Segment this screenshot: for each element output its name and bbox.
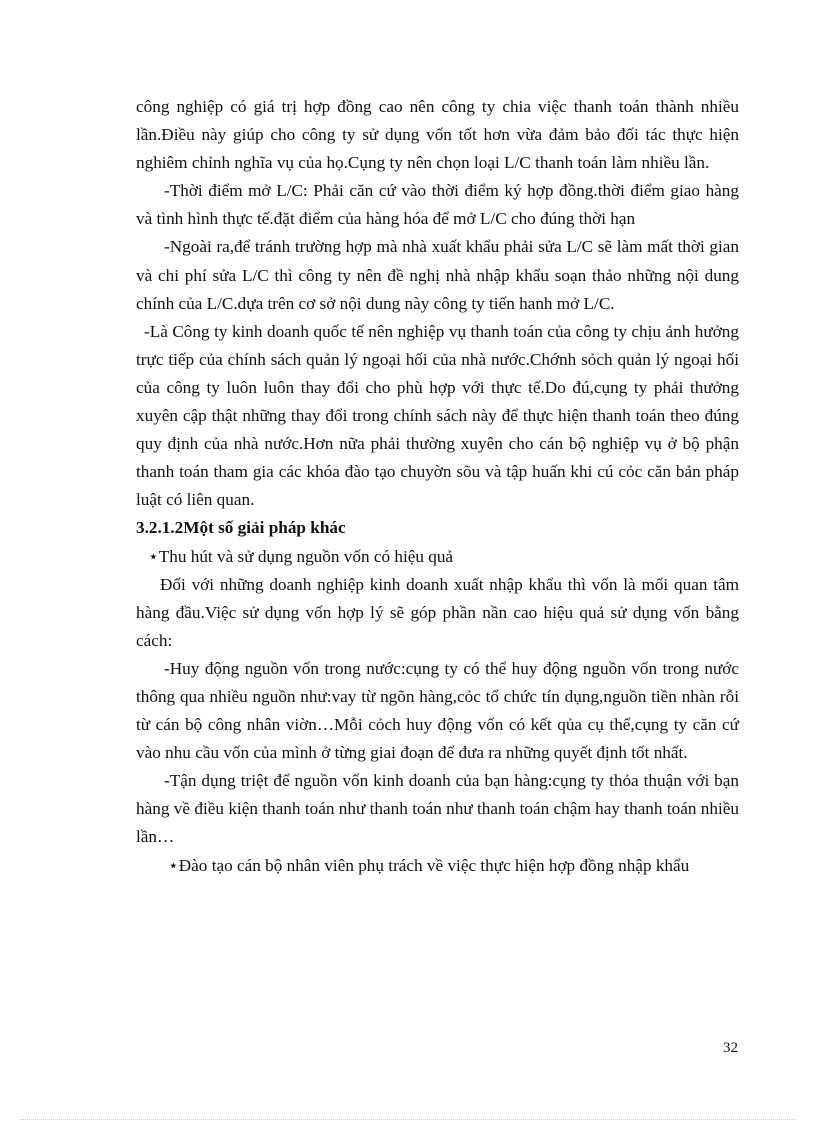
body-text (136, 93, 739, 880)
paragraph-payment-installments: công nghiệp có giá trị hợp đồng cao nên công ty chia việc thanh toán thành nhiều lần.Điều này giúp cho công ty sử dụng vốn tốt hơn vừa đảm bảo đối tác thực hiện nghiêm chỉnh nghĩa vụ của họ.Cụng ty nên chọn loại L/C thanh toán làm nhiều lần. (136, 97, 739, 173)
paragraph-lc-amendment: -Ngoài ra,để tránh trường hợp mà nhà xuất khẩu phải sửa L/C sẽ làm mất thời gian và chi phí sửa L/C thì công ty nên đề nghị nhà nhập khẩu soạn thảo những nội dung chính của L/C.dựa trên cơ sở nội dung này công ty tiến hanh mở L/C. (136, 237, 739, 313)
paragraph-lc-opening-time: -Thời điểm mở L/C: Phải căn cứ vào thời điểm ký hợp đồng.thời điểm giao hàng và tình hình thực tế.đặt điểm của hàng hóa để mở L/C cho đúng thời hạn (136, 181, 739, 229)
subheading-capital: ⋆Thu hút và sử dụng nguồn vốn có hiệu quả (148, 546, 454, 566)
paragraph-partner-capital: -Tận dụng triệt để nguồn vốn kinh doanh của bạn hàng:cụng ty thỏa thuận với bạn hàng về điều kiện thanh toán như thanh toán như thanh toán chậm hay thanh toán nhiều lần… (136, 771, 739, 847)
paragraph-capital-use: Đối với những doanh nghiệp kinh doanh xuất nhập khẩu thì vốn là mối quan tâm hàng đầu.Việc sử dụng vốn hợp lý sẽ góp phần nần cao hiệu quả sử dụng vốn bằng cách: (136, 574, 739, 650)
page-bottom-divider (20, 1119, 796, 1120)
page-number: 32 (723, 1040, 738, 1056)
paragraph-foreign-exchange-policy: -Là Công ty kinh doanh quốc tế nên nghiệp vụ thanh toán của công ty chịu ảnh hưởng trực tiếp của chính sách quản lý ngoại hối của nhà nước.Chớnh sỏch quản lý ngoại hối của công ty luôn luôn thay đổi cho phù hợp với thực tế.Do đú,cụng ty phải thưởng xuyên cập thật những thay đổi trong chính sách này để thực hiện thanh toán theo đúng quy định của nhà nước.Hơn nữa phải thường xuyên cho cán bộ nghiệp vụ ở bộ phận thanh toán tham gia các khóa đào tạo chuyờn sõu và tập huấn khi cú cỏc căn bản pháp luật có liên quan. (136, 321, 739, 510)
paragraph-domestic-capital: -Huy động nguồn vốn trong nước:cụng ty có thể huy động nguồn vốn trong nước thông qua nhiều nguồn như:vay từ ngõn hàng,cỏc tổ chức tín dụng,nguồn tiền nhàn rỗi từ cán bộ công nhân viờn…Mỗi cỏch huy động vốn có kết qủa cụ thể,cụng ty căn cứ vào nhu cầu vốn của mình ở từng giai đoạn để đưa ra những quyết định tốt nhất. (136, 658, 739, 763)
subheading-staff-training: ⋆Đào tạo cán bộ nhân viên phụ trách về việc thực hiện hợp đồng nhập khẩu (168, 855, 690, 875)
section-heading: 3.2.1.2Một số giải pháp khác (136, 518, 346, 538)
